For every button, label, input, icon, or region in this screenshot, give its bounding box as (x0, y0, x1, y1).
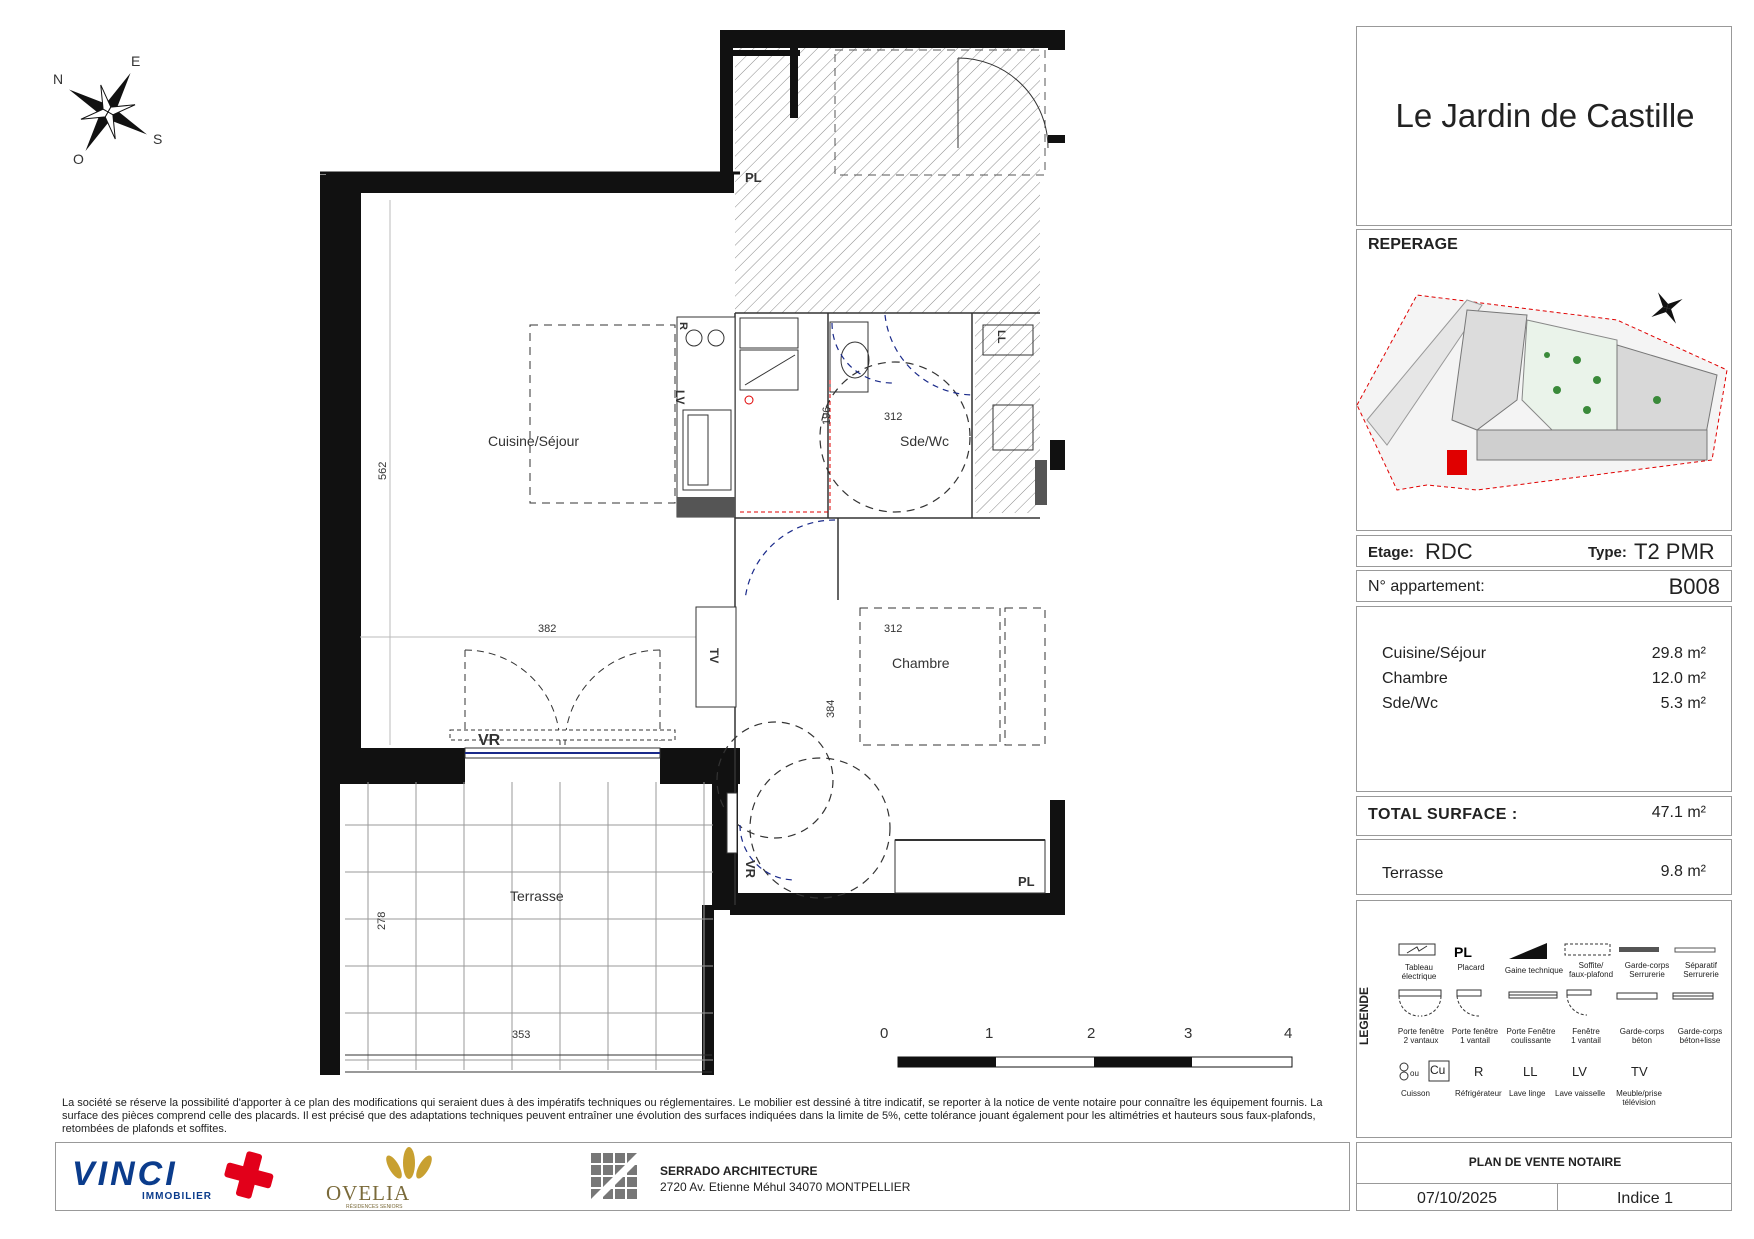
terrasse-label: Terrasse (1382, 865, 1444, 882)
reperage-heading: REPERAGE (1368, 236, 1458, 253)
scale-bar (880, 1025, 1292, 1067)
dim-353: 353 (512, 1029, 531, 1041)
surfaces-box (1356, 606, 1732, 792)
vinci-sub: IMMOBILIER (142, 1191, 212, 1202)
compass-n: N (53, 71, 64, 87)
mark-vr2: VR (743, 860, 758, 879)
legend-garde-corps-beton: Garde-corps béton (1619, 1027, 1665, 1045)
doc-date: 07/10/2025 (1416, 1190, 1498, 1207)
type-label: Type: (1588, 544, 1627, 561)
legend-gaine-technique: Gaine technique (1504, 966, 1564, 975)
dim-278: 278 (376, 911, 388, 930)
scale-tick-2: 2 (1087, 1025, 1096, 1042)
logos-box (55, 1142, 1350, 1211)
dim-196: 196 (821, 406, 833, 425)
dim-562: 562 (377, 461, 389, 480)
mark-vr1: VR (478, 732, 501, 749)
mark-pl-top: PL (745, 170, 762, 185)
title-box (1356, 26, 1732, 226)
surface-name: Cuisine/Séjour (1382, 645, 1487, 662)
surface-name: Chambre (1382, 670, 1448, 687)
total-surface-row (1356, 796, 1732, 836)
legend-porte-fenetre-2: Porte fenêtre 2 vantaux (1397, 1027, 1445, 1045)
mark-r: R (677, 322, 689, 330)
ovelia-emblem (354, 1143, 464, 1183)
legend-symbol-ll: LL (1523, 1064, 1538, 1079)
legend-cuisson-symbol (1397, 1059, 1457, 1083)
legend-refrigerateur: Réfrigérateur (1455, 1089, 1502, 1098)
legend-symbol-pl: PL (1454, 944, 1472, 960)
appartement-row (1356, 570, 1732, 602)
legend-tableau-electrique: Tableau électrique (1401, 963, 1437, 981)
project-title: Le Jardin de Castille (1395, 97, 1695, 134)
legend-symbol-lv: LV (1572, 1064, 1587, 1079)
scale-tick-1: 1 (985, 1025, 994, 1042)
legend-symbol-r: R (1474, 1064, 1484, 1079)
compass-e: E (131, 53, 141, 69)
ovelia-sub: RÉSIDENCES SENIORS (346, 1204, 403, 1210)
etage-label: Etage: (1368, 544, 1414, 561)
dim-384: 384 (825, 699, 837, 718)
surface-area: 5.3 m² (1660, 695, 1706, 712)
disclaimer: La société se réserve la possibilité d'apporter à ce plan des modifications qui seraient dues à des impératifs techniques ou réglementaires. Le mobilier est dessiné à titre indicatif, se reporter à la notice de vente notaire pour connaître les équipement fournis. La surface des pièces comprend celle des placards. Il est précisé que des adaptations techniques peuvent entraîner une évolution des surfaces indiquées dans la limite de 5%, cette tolérance jouant également pour les altimétries et hauteurs sous faux-plafonds, retombées de plafonds et soffites. (62, 1097, 1323, 1135)
doc-type: PLAN DE VENTE NOTAIRE (1468, 1155, 1622, 1169)
legend-placard: Placard (1457, 963, 1485, 972)
dim-382: 382 (538, 623, 557, 635)
compass-s: S (153, 131, 163, 147)
room-terrasse: Terrasse (510, 888, 564, 904)
room-chambre: Chambre (892, 655, 950, 671)
compass-rose (53, 53, 162, 167)
mark-tv: TV (707, 648, 721, 664)
architect-name: SERRADO ARCHITECTURE (660, 1164, 818, 1178)
mark-lv: LV (673, 390, 687, 405)
legend-garde-corps-serrurerie: Garde-corps Serrurerie (1624, 961, 1670, 979)
legend-row2-symbols (1397, 988, 1727, 1018)
total-value: 47.1 m² (1651, 804, 1706, 821)
legend-porte-coulissante: Porte Fenêtre coulissante (1506, 1027, 1556, 1045)
serrado-logo (591, 1153, 641, 1203)
mark-ll: LL (995, 330, 1007, 344)
terrasse-row (1356, 839, 1732, 895)
legend-symbol-tv: TV (1631, 1064, 1648, 1079)
legend-ou: ou (1410, 1069, 1419, 1078)
doc-indice: Indice 1 (1616, 1190, 1674, 1207)
appt-value: B008 (1668, 574, 1720, 599)
legend-lave-vaisselle: Lave vaisselle (1555, 1089, 1606, 1098)
ovelia-logo: OVELIA (326, 1181, 411, 1205)
surface-area: 12.0 m² (1651, 670, 1706, 687)
doc-info-box (1356, 1142, 1732, 1211)
surface-name: Sde/Wc (1382, 695, 1439, 712)
legende-heading: LEGENDE (1357, 986, 1372, 1046)
vinci-cross-logo (221, 1148, 281, 1203)
kitchen-counter (677, 317, 735, 517)
site-plan-map (1357, 260, 1731, 530)
scale-tick-4: 4 (1284, 1025, 1293, 1042)
legend-soffite: Soffite/ faux-plafond (1568, 961, 1614, 979)
legend-garde-corps-lisse: Garde-corps béton+lisse (1677, 1027, 1723, 1045)
legend-cu: Cu (1430, 1063, 1446, 1077)
room-sdewc: Sde/Wc (900, 433, 950, 449)
reperage-box (1356, 229, 1732, 531)
compass-o: O (73, 151, 84, 167)
legend-meuble-tv: Meuble/prise télévision (1616, 1089, 1662, 1107)
legend-porte-fenetre-1: Porte fenêtre 1 vantail (1451, 1027, 1499, 1045)
total-label: TOTAL SURFACE : (1368, 806, 1518, 823)
etage-value: RDC (1425, 539, 1473, 564)
terrasse-value: 9.8 m² (1660, 863, 1706, 880)
legend-cuisson: Cuisson (1401, 1089, 1430, 1098)
legende-box (1356, 900, 1732, 1138)
vinci-logo: VINCI (72, 1155, 178, 1193)
scale-tick-3: 3 (1184, 1025, 1193, 1042)
etage-type-row (1356, 535, 1732, 567)
legend-fenetre-1: Fenêtre 1 vantail (1571, 1027, 1601, 1045)
architect-address: 2720 Av. Etienne Méhul 34070 MONTPELLIER (660, 1180, 911, 1194)
terrace-tiles (345, 782, 713, 1070)
mark-pl-bottom: PL (1018, 874, 1035, 889)
surface-area: 29.8 m² (1651, 645, 1706, 662)
soffit-zone-mid (735, 173, 1040, 313)
type-value: T2 PMR (1634, 539, 1715, 564)
room-sejour: Cuisine/Séjour (488, 433, 580, 449)
scale-tick-0: 0 (880, 1025, 889, 1042)
dim-312a: 312 (884, 411, 903, 423)
legend-lave-linge: Lave linge (1509, 1089, 1546, 1098)
dim-312b: 312 (884, 623, 903, 635)
appt-label: N° appartement: (1368, 578, 1485, 595)
legend-separatif: Séparatif Serrurerie (1683, 961, 1719, 979)
